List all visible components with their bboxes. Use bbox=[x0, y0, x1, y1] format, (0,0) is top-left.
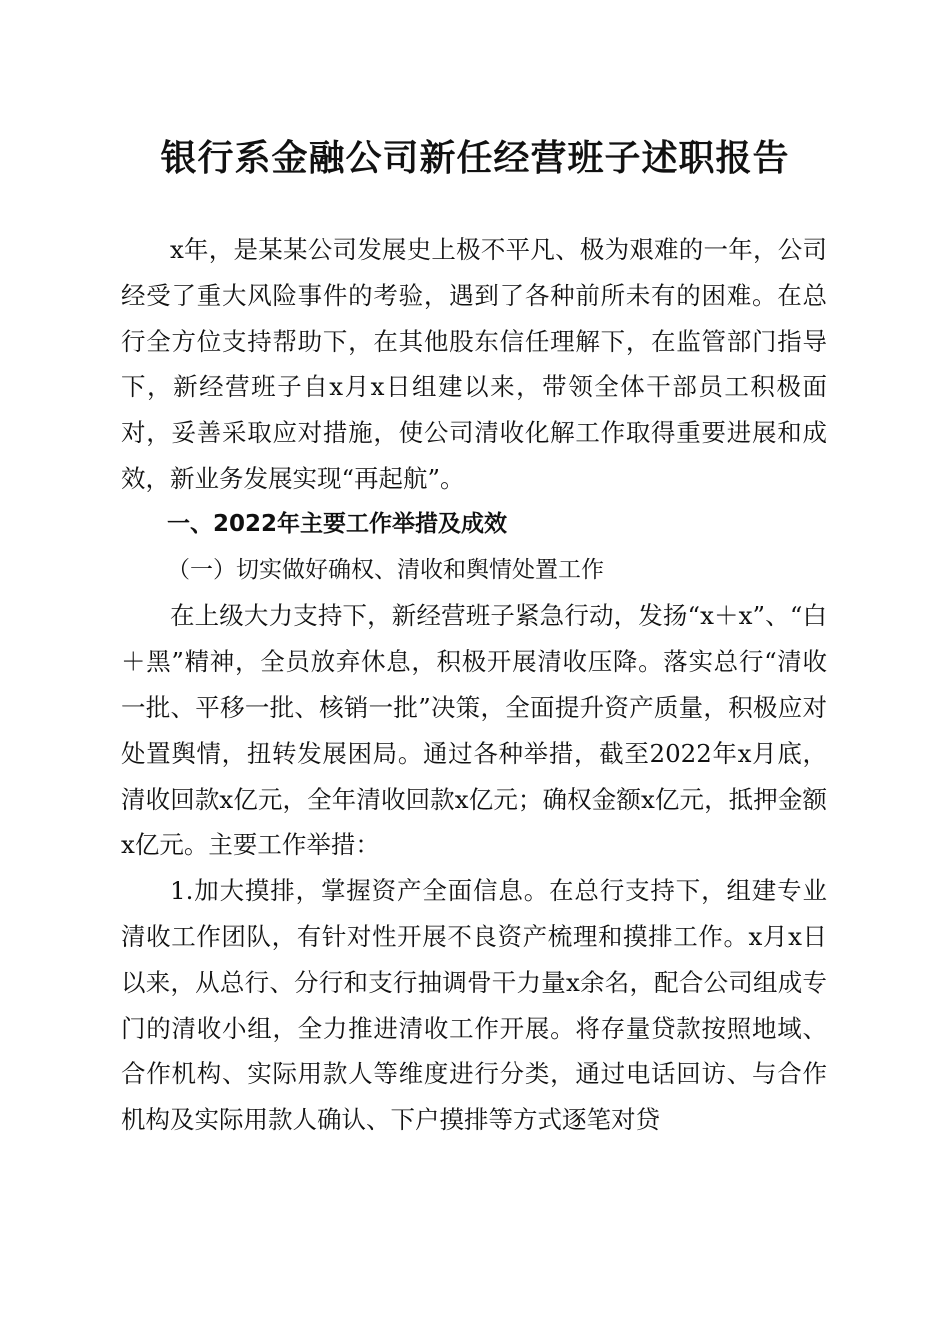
document-title: 银行系金融公司新任经营班子述职报告 bbox=[160, 138, 790, 179]
paragraph-intro: x年，是某某公司发展史上极不平凡、极为艰难的一年，公司经受了重大风险事件的考验，遇到了各种前所未有的困难。在总行全方位支持帮助下，在其他股东信任理解下，在监管部门指导下，新经营班子自x月x日组建以来，带领全体干部员工积极面对，妥善采取应对措施，使公司清收化解工作取得重要进展和成效，新业务发展实现“再起航”。 bbox=[121, 235, 827, 493]
document-body bbox=[121, 227, 827, 1143]
paragraph-item-1: 1.加大摸排，掌握资产全面信息。在总行支持下，组建专业清收工作团队，有针对性开展不良资产梳理和摸排工作。x月x日以来，从总行、分行和支行抽调骨干力量x余名，配合公司组成专门的清收小组，全力推进清收工作开展。将存量贷款按照地域、合作机构、实际用款人等维度进行分类，通过电话回访、与合作机构及实际用款人确认、下户摸排等方式逐笔对贷 bbox=[121, 876, 827, 1135]
paragraph-measures: 在上级大力支持下，新经营班子紧急行动，发扬“x＋x”、“白＋黑”精神，全员放弃休息，积极开展清收压降。落实总行“清收一批、平移一批、核销一批”决策，全面提升资产质量，积极应对处置舆情，扭转发展困局。通过各种举措，截至2022年x月底，清收回款x亿元，全年清收回款x亿元；确权金额x亿元，抵押金额x亿元。主要工作举措： bbox=[121, 601, 827, 860]
section-heading: 一、2022年主要工作举措及成效 bbox=[167, 510, 508, 537]
subsection-heading: （一）切实做好确权、清收和舆情处置工作 bbox=[167, 556, 604, 583]
